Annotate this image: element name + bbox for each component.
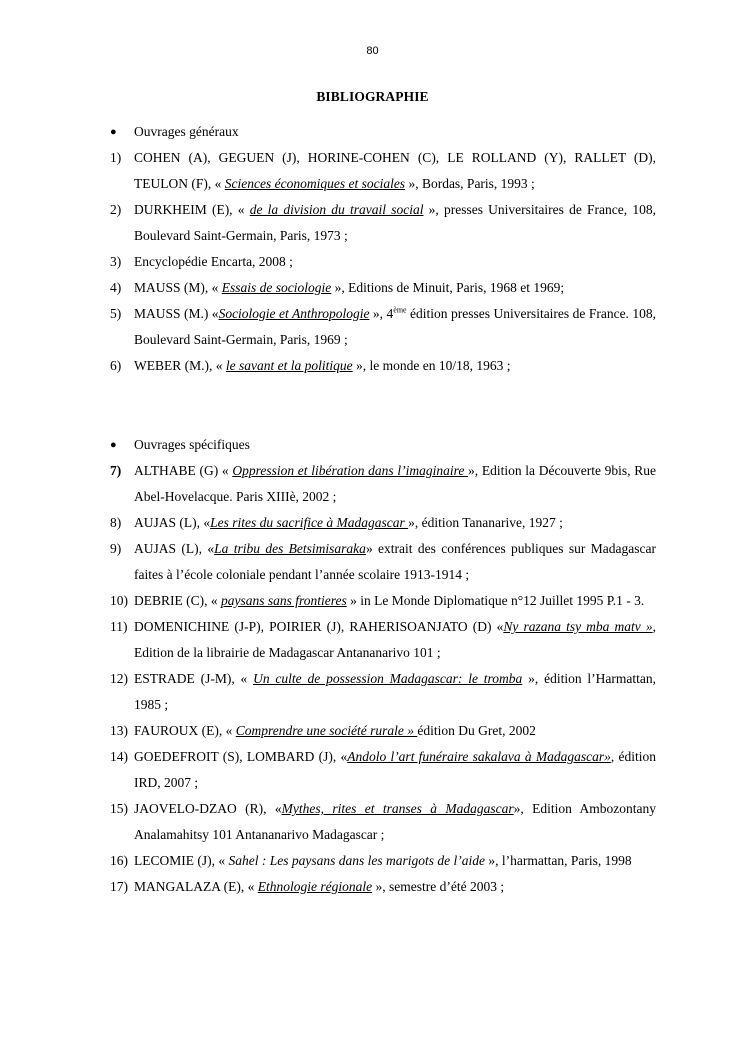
entry-number: 14) bbox=[110, 749, 128, 764]
bibliography-entry bbox=[110, 666, 656, 718]
entry-publication: », presses Universitaires de France, 108, Boulevard Saint-Germain, Paris, 1973 ; bbox=[134, 202, 656, 243]
bibliography-entry bbox=[110, 458, 656, 510]
entry-authors: JAOVELO-DZAO (R), « bbox=[134, 801, 282, 816]
entry-title: Ny razana tsy mba matv » bbox=[503, 619, 653, 634]
entry-number: 9) bbox=[110, 541, 122, 556]
entry-title: Sahel : Les paysans dans les marigots de l’aide bbox=[228, 853, 485, 868]
page-title: BIBLIOGRAPHIE bbox=[316, 89, 429, 104]
entry-authors: MAUSS (M.) « bbox=[134, 306, 219, 321]
bibliography-entry bbox=[110, 510, 656, 536]
bullet-icon: ● bbox=[110, 439, 117, 451]
entry-title: Ethnologie régionale bbox=[257, 879, 373, 894]
bibliography-entry bbox=[110, 145, 656, 197]
entry-authors: FAUROUX (E), « bbox=[134, 723, 236, 738]
entry-number: 17) bbox=[110, 879, 128, 894]
entry-number: 12) bbox=[110, 671, 128, 686]
entry-publication: », édition Tananarive, 1927 ; bbox=[408, 515, 563, 530]
general-works-list bbox=[110, 145, 656, 379]
entry-publication: » in Le Monde Diplomatique n°12 Juillet 1995 P.1 - 3. bbox=[346, 593, 645, 608]
entry-title: Oppression et libération dans l’imaginaire bbox=[232, 463, 469, 478]
entry-publication: , Edition de la librairie de Madagascar Antananarivo 101 ; bbox=[134, 619, 656, 660]
entry-publication: » extrait des conférences publiques sur Madagascar faites à l’école coloniale pendant l’année scolaire 1913-1914 ; bbox=[134, 541, 656, 582]
entry-publication: », Edition Ambozontany Analamahitsy 101 Antananarivo Madagascar ; bbox=[134, 801, 656, 842]
bibliography-entry bbox=[110, 353, 656, 379]
entry-number: 11) bbox=[110, 619, 128, 634]
entry-number: 4) bbox=[110, 280, 122, 295]
entry-publication: », semestre d’été 2003 ; bbox=[372, 879, 505, 894]
entry-authors: MAUSS (M), « bbox=[134, 280, 222, 295]
entry-authors: WEBER (M.), « bbox=[134, 358, 226, 373]
entry-number: 10) bbox=[110, 593, 128, 608]
bibliography-entry bbox=[110, 249, 656, 275]
bibliography-entry bbox=[110, 718, 656, 744]
bibliography-entry bbox=[110, 796, 656, 848]
entry-number: 13) bbox=[110, 723, 128, 738]
bibliography-entry bbox=[110, 275, 656, 301]
entry-authors: ESTRADE (J-M), « bbox=[134, 671, 254, 686]
entry-publication: édition Du Gret, 2002 bbox=[417, 723, 536, 738]
specific-works-list bbox=[110, 458, 656, 900]
entry-publication: », Editions de Minuit, Paris, 1968 et 1969; bbox=[331, 280, 565, 295]
entry-publication: », Edition la Découverte 9bis, Rue Abel-Hovelacque. Paris XIIIè, 2002 ; bbox=[134, 463, 656, 504]
entry-superscript: ème bbox=[393, 305, 407, 315]
entry-authors: DEBRIE (C), « bbox=[134, 593, 221, 608]
general-works-section bbox=[110, 119, 656, 379]
entry-number: 16) bbox=[110, 853, 128, 868]
entry-number: 7) bbox=[110, 463, 122, 478]
entry-number: 1) bbox=[110, 150, 122, 165]
entry-title: le savant et la politique bbox=[225, 358, 353, 373]
entry-publication: », 4 bbox=[369, 306, 394, 321]
bibliography-entry bbox=[110, 536, 656, 588]
entry-authors: ALTHABE (G) « bbox=[134, 463, 233, 478]
bibliography-entry bbox=[110, 848, 656, 874]
entry-title: Sociologie et Anthropologie bbox=[218, 306, 370, 321]
entry-authors: AUJAS (L), « bbox=[134, 541, 215, 556]
entry-title: Comprendre une société rurale » bbox=[235, 723, 418, 738]
bibliography-entry bbox=[110, 874, 656, 900]
entry-authors: GOEDEFROIT (S), LOMBARD (J), « bbox=[134, 749, 348, 764]
bibliography-entry bbox=[110, 614, 656, 666]
entry-publication: », l’harmattan, Paris, 1998 bbox=[484, 853, 632, 868]
entry-title: Essais de sociologie bbox=[221, 280, 332, 295]
entry-number: 8) bbox=[110, 515, 122, 530]
entry-authors: AUJAS (L), « bbox=[134, 515, 211, 530]
bibliography-entry bbox=[110, 588, 656, 614]
entry-number: 15) bbox=[110, 801, 128, 816]
entry-title: de la division du travail social bbox=[249, 202, 424, 217]
entry-authors: MANGALAZA (E), « bbox=[134, 879, 258, 894]
entry-authors: LECOMIE (J), « bbox=[134, 853, 229, 868]
specific-works-heading bbox=[110, 432, 656, 458]
entry-authors: COHEN (A), GEGUEN (J), HORINE-COHEN (C), LE ROLLAND (Y), RALLET (D), TEULON (F), « bbox=[134, 150, 656, 191]
entry-title: Andolo l’art funéraire sakalava à Madagascar» bbox=[347, 749, 611, 764]
entry-number: 3) bbox=[110, 254, 122, 269]
entry-publication-cont: édition presses Universitaires de France. 108, Boulevard Saint-Germain, Paris, 1969 ; bbox=[134, 306, 657, 347]
entry-title: La tribu des Betsimisaraka bbox=[214, 541, 366, 556]
entry-authors: Encyclopédie Encarta, 2008 ; bbox=[134, 254, 293, 269]
specific-works-section bbox=[110, 432, 656, 900]
entry-title: paysans sans frontieres bbox=[221, 593, 347, 608]
general-works-heading bbox=[110, 119, 656, 145]
entry-title: Un culte de possession Madagascar: le tromba bbox=[253, 671, 523, 686]
general-works-label: Ouvrages généraux bbox=[134, 124, 239, 139]
entry-authors: DURKHEIM (E), « bbox=[134, 202, 250, 217]
entry-publication: », le monde en 10/18, 1963 ; bbox=[352, 358, 511, 373]
specific-works-label: Ouvrages spécifiques bbox=[134, 437, 250, 452]
entry-number: 5) bbox=[110, 306, 122, 321]
page-number: 80 bbox=[366, 45, 379, 57]
entry-publication: », Bordas, Paris, 1993 ; bbox=[405, 176, 535, 191]
entry-title: Sciences économiques et sociales bbox=[224, 176, 406, 191]
bibliography-entry bbox=[110, 744, 656, 796]
entry-title: Les rites du sacrifice à Madagascar bbox=[210, 515, 409, 530]
entry-publication: , édition IRD, 2007 ; bbox=[134, 749, 656, 790]
entry-title: Mythes, rites et transes à Madagascar bbox=[281, 801, 514, 816]
entry-publication: », édition l’Harmattan, 1985 ; bbox=[134, 671, 656, 712]
bibliography-entry bbox=[110, 197, 656, 249]
bibliography-entry bbox=[110, 301, 656, 353]
entry-number: 2) bbox=[110, 202, 122, 217]
entry-number: 6) bbox=[110, 358, 122, 373]
entry-authors: DOMENICHINE (J-P), POIRIER (J), RAHERISOANJATO (D) « bbox=[134, 619, 504, 634]
bullet-icon: ● bbox=[110, 126, 117, 138]
